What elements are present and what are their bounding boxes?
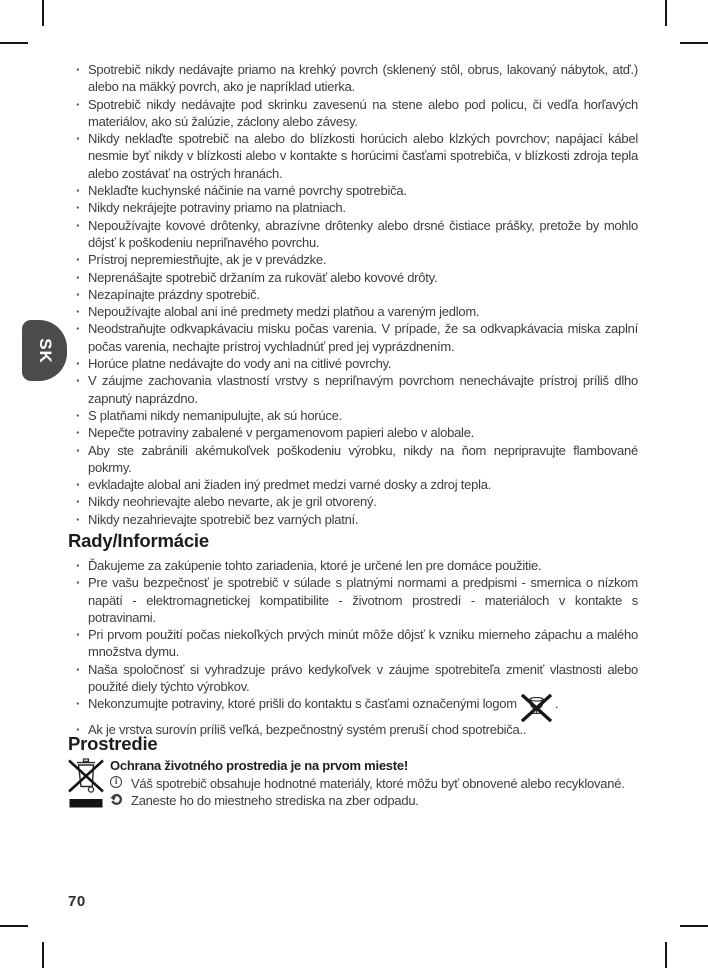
environment-section-heading: Prostredie	[68, 733, 158, 754]
crop-mark	[680, 42, 708, 44]
advice-logo-bullet-text: Nekonzumujte potraviny, ktoré prišli do kontaktu s časťami označenými logom	[88, 696, 517, 712]
safety-bullet: · Nikdy nekrájejte potraviny priamo na platniach.	[68, 199, 638, 216]
language-tab-label: SK	[35, 337, 55, 364]
crop-mark	[0, 925, 28, 927]
safety-bullet: · Horúce platne nedávajte do vody ani na citlivé povrchy.	[68, 355, 638, 372]
safety-bullet: · Neprenášajte spotrebič držaním za rukoväť alebo kovové drôty.	[68, 269, 638, 286]
environment-info-text: Váš spotrebič obsahuje hodnotné materiály, ktoré môžu byť obnovené alebo recyklované.	[131, 775, 625, 791]
advice-bullet: · Ak je vrstva surovín príliš veľká, bezpečnostný systém preruší chod spotrebiča..	[68, 721, 638, 738]
safety-bullet: · Neklaďte kuchynské náčinie na varné povrchy spotrebiča.	[68, 182, 638, 199]
safety-instructions-section	[68, 61, 638, 528]
advice-logo-bullet-period: .	[554, 696, 559, 712]
crop-mark	[665, 942, 667, 968]
safety-bullet: · Nikdy neohrievajte alebo nevarte, ak je gril otvorený.	[68, 493, 638, 510]
info-circle-letter: i	[114, 776, 118, 787]
safety-bullet: · Nikdy nezahrievajte spotrebič bez varných platní.	[68, 511, 638, 528]
advice-section-heading: Rady/Informácie	[68, 530, 209, 551]
advice-bullet-with-logo	[68, 695, 638, 721]
recycle-arrow-icon	[110, 792, 131, 811]
safety-bullet: · Nezapínajte prázdny spotrebič.	[68, 286, 638, 303]
crop-mark	[42, 0, 44, 26]
safety-bullet: · evkladajte alobal ani žiaden iný predmet medzi varné dosky a zdroj tepla.	[68, 476, 638, 493]
safety-bullet: · V záujme zachovania vlastností vrstvy s nepriľnavým povrchom nenechávajte prístroj príliš dlho zapnutý naprázdno.	[68, 372, 638, 407]
safety-bullet: · S platňami nikdy nemanipulujte, ak sú horúce.	[68, 407, 638, 424]
language-tab-sk	[22, 320, 67, 381]
safety-bullet: · Nepoužívajte alobal ani iné predmety medzi platňou a vareným jedlom.	[68, 303, 638, 320]
advice-section	[68, 557, 638, 739]
crop-mark	[0, 42, 28, 44]
safety-bullet: · Aby ste zabránili akémukoľvek poškodeniu výrobku, nikdy na ňom nepripravujte flambované pokrmy.	[68, 442, 638, 477]
safety-bullet: · Nikdy neklaďte spotrebič na alebo do blízkosti horúcich alebo klzkých povrchov; napájací kábel nesmie byť nikdy v blízkosti alebo v kontakte s horúcimi časťami spotrebiča, v blízkosti zdroja tepla alebo zostávať na ostrých hranách.	[68, 130, 638, 182]
environment-action-text: Zaneste ho do miestneho strediska na zber odpadu.	[131, 793, 419, 809]
environment-bold-line: Ochrana životného prostredia je na prvom mieste!	[110, 758, 408, 773]
advice-bullet: · Ďakujeme za zakúpenie tohto zariadenia, ktoré je určené len pre domáce použitie.	[68, 557, 638, 574]
safety-bullet: · Spotrebič nikdy nedávajte priamo na krehký povrch (sklenený stôl, obrus, lakovaný nábytok, atď.) alebo na mäkký povrch, ako je napríklad utierka.	[68, 61, 638, 96]
page-number: 70	[68, 893, 86, 910]
safety-bullet: · Spotrebič nikdy nedávajte pod skrinku zavesenú na stene alebo pod policu, či vedľa horľavých materiálov, ako sú žalúzie, záclony alebo závesy.	[68, 96, 638, 131]
advice-bullet: · Pri prvom použití počas niekoľkých prvých minút môže dôjsť k vzniku mierneho zápachu a malého množstva dymu.	[68, 626, 638, 661]
safety-bullet: · Neodstraňujte odkvapkávaciu misku počas varenia. V prípade, že sa odkvapkávacia miska zaplní počas varenia, nechajte prístroj vychladnúť pred jej vyprázdnením.	[68, 320, 638, 355]
safety-bullet: · Prístroj nepremiestňujte, ak je v prevádzke.	[68, 251, 638, 268]
environment-section	[68, 757, 638, 811]
crossed-out-wheelie-bin-icon	[68, 758, 105, 809]
crop-mark	[680, 925, 708, 927]
info-circle-icon	[110, 775, 131, 793]
crop-mark	[665, 0, 667, 26]
safety-bullet: · Nepečte potraviny zabalené v pergamenovom papieri alebo v alobale.	[68, 424, 638, 441]
advice-bullet: · Naša spoločnosť si vyhradzuje právo kedykoľvek v záujme spotrebiteľa zmeniť vlastnosti alebo použité diely týchto výrobkov.	[68, 661, 638, 696]
safety-bullet: · Nepoužívajte kovové drôtenky, abrazívne drôtenky alebo drsné čistiace prášky, pretože by mohlo dôjsť k poškodeniu nepriľnavého povrchu.	[68, 217, 638, 252]
crop-mark	[42, 942, 44, 968]
advice-bullet: · Pre vašu bezpečnosť je spotrebič v súlade s platnými normami a predpismi - smernica o nízkom napätí - elektromagnetickej kompatibilite - životnom prostredí - materiáloch v kontakte s potravinami.	[68, 574, 638, 626]
